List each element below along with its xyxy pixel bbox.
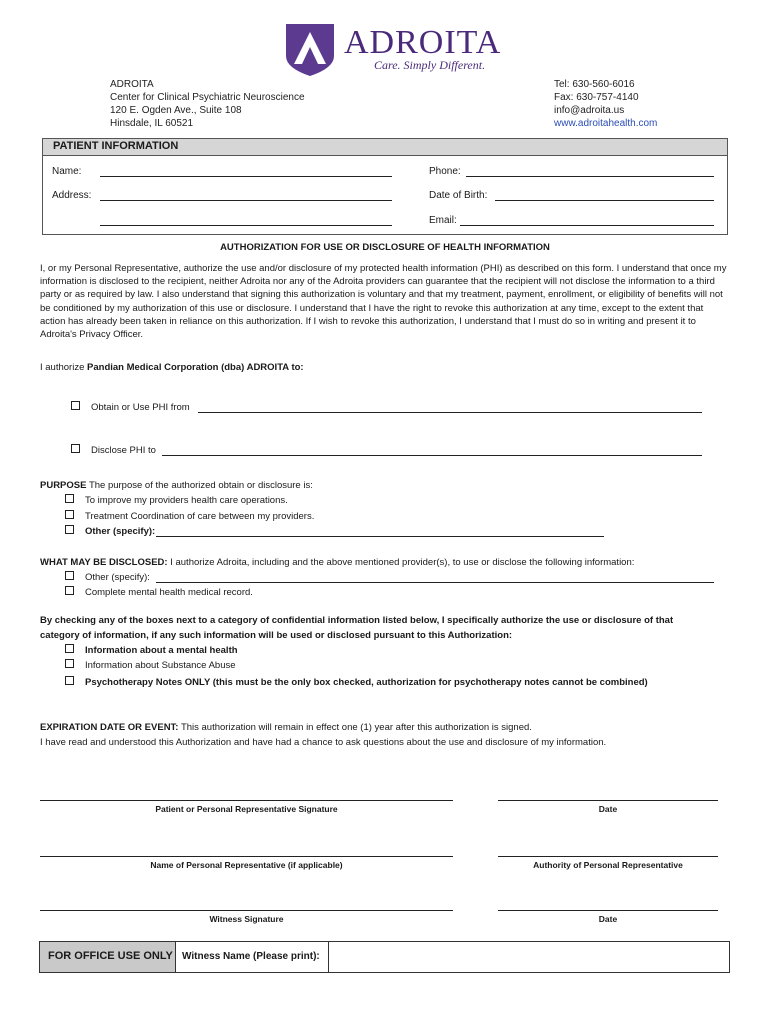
patient-signature-label: Patient or Personal Representative Signature xyxy=(155,804,338,814)
purpose-other-label: Other (specify): xyxy=(85,526,156,537)
authorization-body: I, or my Personal Representative, authorize the use and/or disclosure of my protected health information (PHI) as described on this form. I understand that once my information is disclosed to the recipient, neither Adroita nor any of the Adroita providers can guarantee that the recipient will not disclose the information to a third party or as required by law. I also understand that signing this authorization is voluntary and that my treatment, payment, enrollment, or eligibility of benefits will not be conditioned by my authorization of this use or disclosure. I understand that I have the right to revoke this authorization at any time, except to the extent that action has already been taken in reliance on this authorization. If I wish to revoke this authorization, I understand that I must do so in writing and present it to Adroita's Privacy Officer. xyxy=(40,263,727,341)
rep-name-label: Name of Personal Representative (if applicable) xyxy=(150,860,343,870)
address-dept: Center for Clinical Psychiatric Neuroscience xyxy=(110,92,305,103)
email-label: Email: xyxy=(429,215,457,226)
disclose-phi-label: Disclose PHI to xyxy=(91,445,156,456)
witness-name-label: Witness Name (Please print): xyxy=(182,951,320,962)
patient-info-box xyxy=(42,155,728,235)
obtain-phi-checkbox[interactable] xyxy=(71,401,80,410)
authorization-title: AUTHORIZATION FOR USE OR DISCLOSURE OF HEALTH INFORMATION xyxy=(220,242,550,253)
purpose-option-checkbox[interactable] xyxy=(65,494,74,503)
disclosed-other-checkbox[interactable] xyxy=(65,571,74,580)
witness-name-input[interactable] xyxy=(329,942,729,972)
address-field-line2[interactable] xyxy=(100,225,392,226)
patient-signature-field[interactable] xyxy=(40,800,453,801)
obtain-phi-field[interactable] xyxy=(198,412,702,413)
office-use-label: FOR OFFICE USE ONLY xyxy=(48,950,173,962)
brand-name: ADROITA xyxy=(344,24,502,61)
address-field-line1[interactable] xyxy=(100,200,392,201)
adroita-logo-icon xyxy=(282,22,338,78)
patient-info-title: PATIENT INFORMATION xyxy=(53,140,179,152)
purpose-other-field[interactable] xyxy=(156,536,604,537)
contact-fax: Fax: 630-757-4140 xyxy=(554,92,639,103)
rep-authority-field[interactable] xyxy=(498,856,718,857)
address-block xyxy=(110,78,305,130)
purpose-option-label: Treatment Coordination of care between my providers. xyxy=(85,511,315,522)
purpose-intro: The purpose of the authorized obtain or disclosure is: xyxy=(88,480,313,491)
expiration-text: This authorization will remain in effect one (1) year after this authorization is signed. xyxy=(180,722,532,733)
contact-email[interactable]: info@adroita.us xyxy=(554,105,625,116)
date-field-1[interactable] xyxy=(498,800,718,801)
witness-name-cell xyxy=(176,942,329,972)
disclose-phi-field[interactable] xyxy=(162,455,702,456)
rep-name-field[interactable] xyxy=(40,856,453,857)
expiration-line xyxy=(40,722,532,733)
contact-block xyxy=(554,78,657,130)
address-org: ADROITA xyxy=(110,79,154,90)
dob-field[interactable] xyxy=(495,200,714,201)
address-label: Address: xyxy=(52,190,92,201)
purpose-option-label: To improve my providers health care operations. xyxy=(85,495,288,506)
contact-web-link[interactable]: www.adroitahealth.com xyxy=(554,118,658,129)
purpose-option-checkbox[interactable] xyxy=(65,510,74,519)
address-city: Hinsdale, IL 60521 xyxy=(110,118,194,129)
rep-authority-label: Authority of Personal Representative xyxy=(533,860,683,870)
witness-signature-label: Witness Signature xyxy=(209,914,284,924)
confidential-substance-label: Information about Substance Abuse xyxy=(85,660,236,671)
expiration-label: EXPIRATION DATE OR EVENT: xyxy=(40,722,179,733)
confidential-psychotherapy-label: Psychotherapy Notes ONLY (this must be the only box checked, authorization for psychotherapy notes cannot be combined) xyxy=(85,677,648,688)
purpose-other-checkbox[interactable] xyxy=(65,525,74,534)
date-label-2: Date xyxy=(598,914,618,924)
disclose-phi-checkbox[interactable] xyxy=(71,444,80,453)
date-field-2[interactable] xyxy=(498,910,718,911)
phone-label: Phone: xyxy=(429,166,461,177)
email-field[interactable] xyxy=(460,225,714,226)
dob-label: Date of Birth: xyxy=(429,190,488,201)
date-label-1: Date xyxy=(598,804,618,814)
disclosed-other-label: Other (specify): xyxy=(85,572,150,583)
acknowledgement-text: I have read and understood this Authorization and have had a chance to ask questions about the use and disclosure of my information. xyxy=(40,737,607,748)
disclosed-intro: I authorize Adroita, including and the above mentioned provider(s), to use or disclose the following information: xyxy=(170,557,635,568)
disclosed-label: WHAT MAY BE DISCLOSED: xyxy=(40,557,168,568)
phone-field[interactable] xyxy=(466,176,714,177)
purpose-label: PURPOSE xyxy=(40,480,87,491)
authorize-line xyxy=(40,362,304,373)
obtain-phi-label: Obtain or Use PHI from xyxy=(91,402,190,413)
purpose-line xyxy=(40,480,313,491)
confidential-substance-checkbox[interactable] xyxy=(65,659,74,668)
confidential-intro-line2: category of information, if any such information will be used or disclosed pursuant to this Authorization: xyxy=(40,630,513,641)
authorize-prefix: I authorize xyxy=(40,362,85,373)
confidential-mental-health-checkbox[interactable] xyxy=(65,644,74,653)
disclosed-other-field[interactable] xyxy=(156,582,714,583)
name-field[interactable] xyxy=(100,176,392,177)
disclosed-line xyxy=(40,557,634,568)
brand-tagline: Care. Simply Different. xyxy=(374,58,486,72)
address-street: 120 E. Ogden Ave., Suite 108 xyxy=(110,105,242,116)
disclosed-record-checkbox[interactable] xyxy=(65,586,74,595)
patient-info-header xyxy=(42,138,728,155)
confidential-mental-health-label: Information about a mental health xyxy=(85,645,238,656)
office-use-cell xyxy=(40,942,176,972)
confidential-psychotherapy-checkbox[interactable] xyxy=(65,676,74,685)
confidential-intro-line1: By checking any of the boxes next to a category of confidential information listed below, I specifically authorize the use or disclosure of that xyxy=(40,615,674,626)
witness-signature-field[interactable] xyxy=(40,910,453,911)
contact-tel: Tel: 630-560-6016 xyxy=(554,79,635,90)
office-use-table xyxy=(39,941,730,973)
disclosed-record-label: Complete mental health medical record. xyxy=(85,587,253,598)
authorize-entity: Pandian Medical Corporation (dba) ADROITA to: xyxy=(87,362,304,373)
name-label: Name: xyxy=(52,166,82,177)
